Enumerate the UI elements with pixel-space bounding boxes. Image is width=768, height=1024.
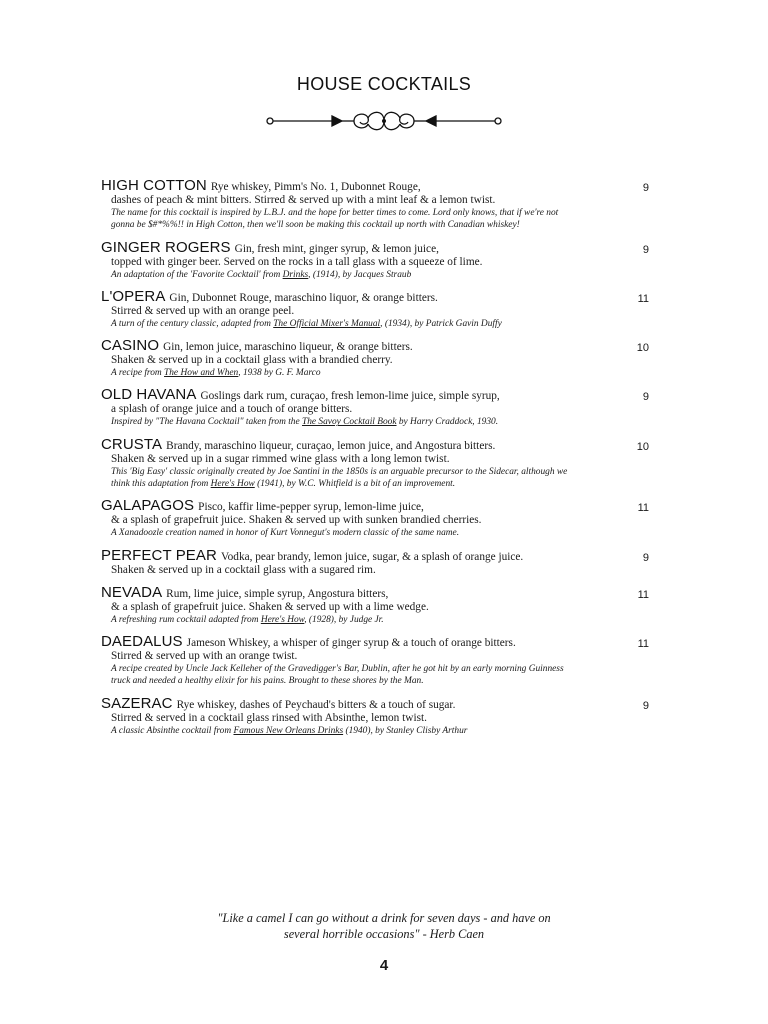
book-title: Famous New Orleans Drinks	[233, 725, 344, 736]
cocktail-history-note	[111, 725, 661, 737]
cocktail-ingredients: Goslings dark rum, curaçao, fresh lemon-lime juice, simple syrup,	[200, 390, 500, 403]
menu-item	[101, 694, 661, 737]
note-text: A recipe created by Uncle Jack Kelleher of the Gravedigger's Bar, Dublin, after he got hit by an early morning Guinness truck and needed a healthy elixir for his pains. Brought to these shores by the Man.	[111, 663, 564, 687]
cocktail-name: OLD HAVANA	[101, 386, 197, 404]
note-text: An adaptation of the 'Favorite Cocktail' from	[111, 269, 283, 280]
menu-item	[101, 179, 661, 232]
note-text: , (1928), by Judge Jr.	[304, 614, 384, 625]
cocktail-menu	[101, 179, 661, 746]
cocktail-description: Shaken & served up in a cocktail glass with a brandied cherry.	[111, 354, 393, 367]
cocktail-ingredients: Pisco, kaffir lime-pepper syrup, lemon-lime juice,	[198, 501, 424, 514]
cocktail-name: CRUSTA	[101, 435, 163, 453]
menu-item	[101, 546, 661, 577]
menu-item	[101, 287, 661, 330]
cocktail-ingredients: Rye whiskey, Pimm's No. 1, Dubonnet Rouge,	[210, 181, 421, 193]
cocktail-ingredients: Gin, fresh mint, ginger syrup, & lemon juice,	[234, 242, 439, 255]
quote-line-1: "Like a camel I can go without a drink for seven days - and have on	[217, 911, 551, 925]
note-text: , (1934), by Patrick Gavin Duffy	[380, 318, 502, 329]
cocktail-price: 9	[642, 699, 649, 712]
cocktail-description: Stirred & served up with an orange peel.	[111, 304, 295, 317]
cocktail-description: Shaken & served up in a cocktail glass with a sugared rim.	[111, 563, 376, 576]
book-title: The Official Mixer's Manual	[273, 318, 381, 329]
item-heading-line	[101, 238, 661, 256]
cocktail-history-note	[111, 466, 661, 491]
note-text: A refreshing rum cocktail adapted from	[111, 614, 261, 625]
cocktail-ingredients: Gin, Dubonnet Rouge, maraschino liquor, & orange bitters.	[169, 291, 438, 304]
cocktail-ingredients: Gin, lemon juice, maraschino liqueur, & orange bitters.	[163, 341, 413, 354]
cocktail-price: 9	[642, 391, 649, 404]
cocktail-name: NEVADA	[101, 583, 163, 601]
cocktail-price: 11	[637, 292, 649, 305]
cocktail-history-note	[111, 269, 661, 281]
menu-item	[101, 583, 661, 626]
item-heading-line	[101, 632, 661, 650]
cocktail-ingredients: Jameson Whiskey, a whisper of ginger syrup & a touch of orange bitters.	[186, 636, 516, 649]
item-heading-line	[101, 339, 661, 354]
item-heading-line	[101, 694, 661, 712]
cocktail-name: GINGER ROGERS	[101, 238, 231, 256]
menu-item	[101, 435, 661, 491]
cocktail-name: HIGH COTTON	[101, 177, 207, 194]
cocktail-history-note	[111, 416, 661, 428]
cocktail-price: 9	[642, 182, 649, 194]
menu-item	[101, 238, 661, 281]
cocktail-name: CASINO	[101, 337, 160, 355]
cocktail-description: Stirred & served up with an orange twist.	[111, 649, 298, 662]
menu-item	[101, 499, 661, 539]
note-text: (1941), by W.C. Whitfield is a bit of an improvement.	[254, 479, 456, 490]
cocktail-history-note	[111, 367, 661, 379]
item-heading-line	[101, 179, 661, 194]
menu-item	[101, 339, 661, 379]
book-title: The Savoy Cocktail Book	[302, 417, 397, 428]
page-title: HOUSE COCKTAILS	[296, 74, 472, 94]
cocktail-ingredients: Brandy, maraschino liqueur, curaçao, lemon juice, and Angostura bitters.	[166, 439, 496, 452]
cocktail-history-note	[111, 318, 661, 330]
item-heading-line	[101, 546, 661, 564]
note-text: , 1938 by G. F. Marco	[238, 368, 321, 379]
item-heading-line	[101, 435, 661, 453]
note-text: A turn of the century classic, adapted from	[111, 318, 274, 329]
cocktail-price: 11	[637, 637, 649, 650]
note-text: , (1914), by Jacques Straub	[308, 269, 412, 280]
cocktail-description: Shaken & served up in a sugar rimmed wine glass with a long lemon twist.	[111, 452, 450, 465]
scroll-ornament-icon	[262, 104, 506, 138]
menu-item	[101, 632, 661, 688]
cocktail-name: DAEDALUS	[101, 632, 183, 650]
cocktail-description: & a splash of grapefruit juice. Shaken & served up with sunken brandied cherries.	[111, 514, 482, 527]
cocktail-price: 9	[642, 551, 649, 564]
cocktail-description: topped with ginger beer. Served on the rocks in a tall glass with a squeeze of lime.	[111, 255, 483, 268]
item-heading-line	[101, 583, 661, 601]
cocktail-name: GALAPAGOS	[101, 497, 195, 515]
item-heading-line	[101, 287, 661, 305]
cocktail-price: 10	[636, 440, 649, 453]
cocktail-name: PERFECT PEAR	[101, 546, 217, 564]
cocktail-price: 9	[642, 243, 649, 256]
cocktail-price: 11	[637, 588, 649, 601]
quote-line-2: several horrible occasions" - Herb Caen	[283, 927, 485, 941]
note-text: (1940), by Stanley Clisby Arthur	[343, 725, 468, 736]
item-heading-line	[101, 388, 661, 403]
cocktail-ingredients: Rum, lime juice, simple syrup, Angostura bitters,	[166, 587, 389, 600]
cocktail-ingredients: Rye whiskey, dashes of Peychaud's bitters & a touch of sugar.	[176, 698, 456, 711]
cocktail-description: a splash of orange juice and a touch of orange bitters.	[111, 403, 353, 416]
book-title: Here's How	[210, 479, 255, 490]
menu-item	[101, 388, 661, 428]
quote	[0, 910, 768, 942]
note-text: Inspired by "The Havana Cocktail" taken from the	[111, 417, 302, 428]
cocktail-price: 11	[637, 502, 649, 515]
cocktail-history-note	[111, 527, 661, 539]
book-title: The How and When	[164, 368, 239, 379]
cocktail-history-note	[111, 663, 661, 688]
item-heading-line	[101, 499, 661, 514]
cocktail-history-note	[111, 614, 661, 626]
page-number: 4	[379, 957, 389, 974]
cocktail-description: Stirred & served in a cocktail glass rinsed with Absinthe, lemon twist.	[111, 711, 427, 724]
cocktail-name: SAZERAC	[101, 694, 173, 712]
note-text: A Xanadoozle creation named in honor of Kurt Vonnegut's modern classic of the same name.	[111, 528, 460, 539]
note-text: The name for this cocktail is inspired by L.B.J. and the hope for better times to come. Lord only knows, that if we're not gonna be $#*%%!! in High Cotton, then we'll soon be making this cocktail up north with Canadian whiskey!	[111, 208, 559, 231]
cocktail-price: 10	[636, 342, 649, 355]
book-title: Drinks	[282, 269, 309, 280]
cocktail-description: dashes of peach & mint bitters. Stirred & served up with a mint leaf & a lemon twist.	[111, 194, 496, 206]
note-text: A classic Absinthe cocktail from	[111, 725, 234, 736]
note-text: by Harry Craddock, 1930.	[396, 417, 499, 428]
cocktail-history-note	[111, 207, 661, 232]
book-title: Here's How	[260, 614, 305, 625]
cocktail-name: L'OPERA	[101, 287, 166, 305]
note-text: A recipe from	[111, 368, 165, 379]
cocktail-ingredients: Vodka, pear brandy, lemon juice, sugar, & a splash of orange juice.	[220, 550, 524, 563]
note-text: This 'Big Easy' classic originally created by Joe Santini in the 1850s is an arguable precursor to the Sidecar, although we think this adaptation from	[111, 466, 568, 490]
cocktail-description: & a splash of grapefruit juice. Shaken & served up with a lime wedge.	[111, 600, 429, 613]
